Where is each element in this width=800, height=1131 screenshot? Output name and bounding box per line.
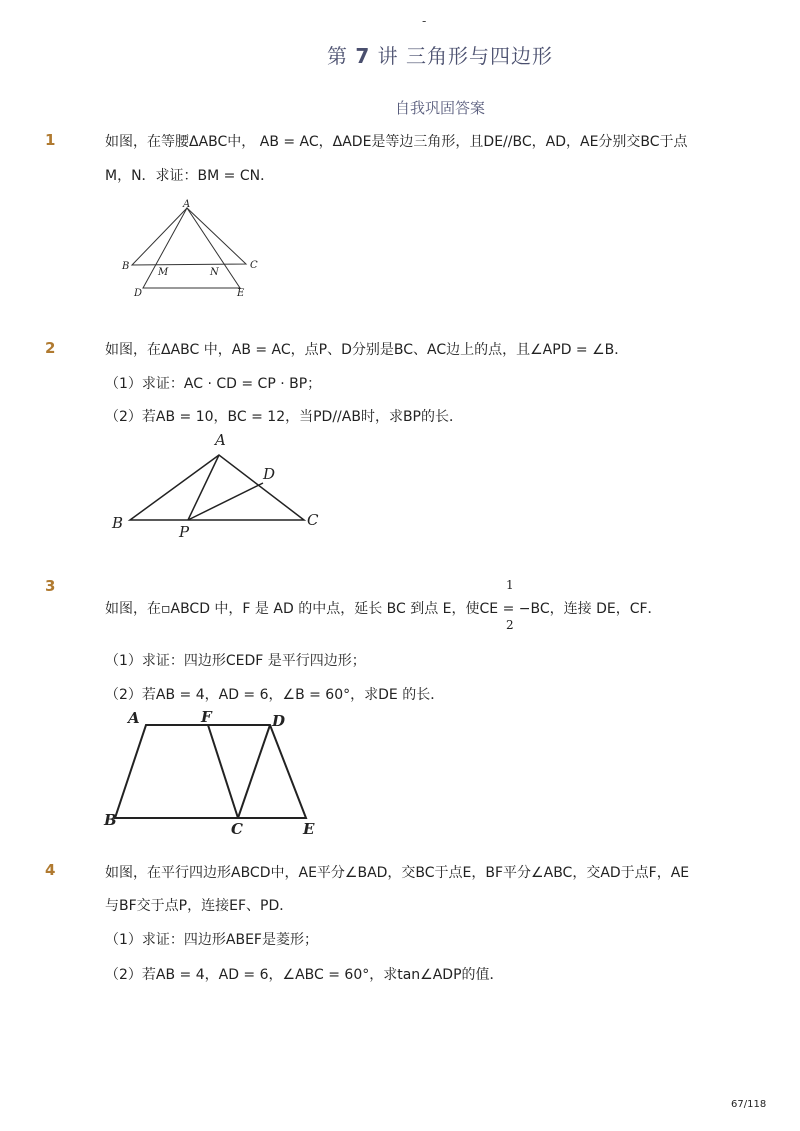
title-rest: 讲 三角形与四边形 — [377, 44, 553, 68]
figure-3-label-e: E — [303, 820, 315, 838]
figure-2-label-c: C — [307, 511, 319, 529]
figure-2-label-d: D — [263, 465, 276, 483]
question-4-line-3: （1）求证：四边形ABEF是菱形； — [105, 932, 318, 948]
figure-1-label-a: A — [183, 199, 191, 210]
figure-2-label-p: P — [179, 523, 190, 541]
figure-2-triangle — [105, 428, 335, 543]
title-number: 7 — [355, 44, 371, 68]
page-number: 67/118 — [731, 1099, 767, 1110]
question-number-4: 4 — [45, 861, 56, 879]
question-4-line-4: （2）若AB = 4，AD = 6，∠ABC = 60°，求tan∠ADP的值． — [105, 967, 504, 983]
figure-3-label-c: C — [231, 820, 243, 838]
fraction-denominator: 2 — [506, 618, 514, 632]
question-number-1: 1 — [45, 131, 56, 149]
fraction-numerator: 1 — [506, 578, 514, 592]
figure-3-label-f: F — [201, 708, 212, 726]
question-3-line-1: 如图，在▫ABCD 中，F 是 AD 的中点，延长 BC 到点 E，使CE = −BC，连接 DE，CF． — [105, 601, 662, 617]
question-2-line-2: （1）求证：AC · CD = CP · BP； — [105, 376, 322, 392]
figure-1-label-m: M — [158, 267, 169, 278]
question-number-3: 3 — [45, 577, 56, 595]
question-1-line-2: M，N．求证：BM = CN． — [105, 168, 275, 184]
figure-2-label-a: A — [215, 431, 226, 449]
figure-1-label-e: E — [237, 288, 245, 299]
figure-1-label-n: N — [210, 267, 219, 278]
title-prefix: 第 — [327, 44, 348, 68]
figure-3-label-a: A — [128, 709, 140, 727]
question-2-line-3: （2）若AB = 10，BC = 12，当PD//AB时，求BP的长． — [105, 409, 463, 425]
question-3-line-2: （1）求证：四边形CEDF 是平行四边形； — [105, 653, 366, 669]
question-number-2: 2 — [45, 339, 56, 357]
figure-1-triangles — [115, 196, 275, 306]
figure-3-label-b: B — [104, 811, 117, 829]
header-dash: - — [422, 14, 427, 28]
question-3-line-3: （2）若AB = 4，AD = 6，∠B = 60°，求DE 的长． — [105, 687, 445, 703]
figure-1-label-c: C — [250, 260, 258, 271]
section-subtitle: 自我巩固答案 — [394, 99, 485, 117]
figure-3-parallelogram — [100, 703, 330, 843]
question-2-line-1: 如图，在ΔABC 中，AB = AC，点P、D分别是BC、AC边上的点，且∠APD = ∠B． — [105, 342, 629, 358]
question-4-line-1: 如图，在平行四边形ABCD中，AE平分∠BAD，交BC于点E，BF平分∠ABC，交AD于点F，AE — [105, 865, 690, 881]
figure-3-label-d: D — [272, 712, 286, 730]
figure-1-label-b: B — [122, 261, 130, 272]
figure-2-label-b: B — [112, 514, 124, 532]
figure-1-label-d: D — [134, 288, 143, 299]
page-title — [0, 40, 800, 69]
question-1-line-1: 如图，在等腰ΔABC中， AB = AC，ΔADE是等边三角形，且DE//BC，AD，AE分别交BC于点 — [105, 134, 688, 150]
question-4-line-2: 与BF交于点P，连接EF、PD． — [105, 898, 294, 914]
